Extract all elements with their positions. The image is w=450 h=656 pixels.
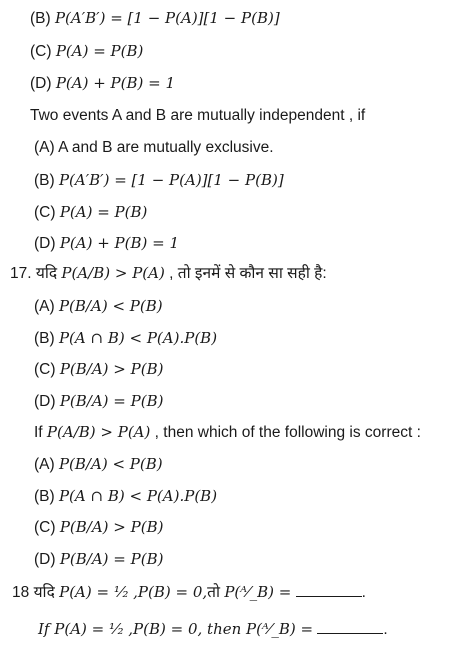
line-label: (A) A and B are mutually exclusive. — [34, 139, 274, 156]
line-math: P(B/A) = P(B) — [59, 550, 164, 568]
text-line — [34, 170, 284, 191]
q18-hi-mid: तो — [207, 584, 225, 601]
line-math: P(B/A) < P(B) — [58, 297, 163, 315]
text-line — [34, 296, 163, 317]
text-line — [34, 233, 179, 254]
line-label: (D) — [34, 235, 60, 252]
text-line — [34, 391, 163, 412]
line-label: (A) — [34, 298, 59, 315]
line-math: P(A′B′) = [1 − P(A)][1 − P(B)] — [58, 171, 284, 189]
line-math: P(A) + P(B) = 1 — [59, 234, 180, 252]
line-label: (B) — [30, 10, 55, 27]
q18-hi-end: . — [361, 584, 366, 601]
line-math: P(B/A) = P(B) — [59, 392, 164, 410]
q18-hindi — [12, 582, 366, 603]
line-label: (B) — [34, 488, 59, 505]
line-label: Two events A and B are mutually independent , if — [30, 107, 366, 124]
q17-hi-math: P(A/B) > P(A) — [61, 264, 165, 282]
q17-english — [34, 422, 421, 443]
text-line — [30, 8, 280, 29]
text-line — [34, 486, 217, 507]
text-line — [34, 328, 217, 349]
line-label: (C) — [34, 204, 60, 221]
q18-hi-pre: यदि — [33, 584, 60, 601]
q17-hi-pre: यदि — [35, 265, 62, 282]
q18-hi-math: P(A) = ¹⁄₂ ,P(B) = 0, — [59, 583, 208, 601]
q18-hi-math2: P(ᴬ⁄_B) = — [224, 583, 292, 601]
q18-en-math: If P(A) = ¹⁄₂ ,P(B) = 0, then P(ᴬ⁄_B) = — [38, 620, 314, 638]
text-line — [30, 73, 175, 94]
text-line — [34, 202, 147, 223]
line-math: P(B/A) > P(B) — [59, 360, 164, 378]
q17-hindi — [10, 263, 327, 284]
line-math: P(A′B′) = [1 − P(A)][1 − P(B)] — [54, 9, 280, 27]
line-label: (D) — [34, 551, 60, 568]
q18-en-end: . — [383, 621, 388, 638]
line-math: P(B/A) < P(B) — [58, 455, 163, 473]
line-label: (A) — [34, 456, 59, 473]
q17-en-pre: If — [34, 424, 47, 441]
answer-blank — [296, 584, 362, 597]
q17-en-post: , then which of the following is correct : — [150, 424, 421, 441]
q17-number: 17. — [10, 265, 36, 282]
text-line — [34, 454, 163, 475]
line-math: P(A) = P(B) — [55, 42, 144, 60]
line-label: (C) — [34, 361, 60, 378]
text-line — [30, 106, 365, 126]
line-math: P(A) + P(B) = 1 — [55, 74, 176, 92]
line-math: P(A ∩ B) < P(A).P(B) — [58, 329, 218, 347]
text-line — [34, 359, 163, 380]
line-label: (D) — [34, 393, 60, 410]
text-line — [34, 517, 163, 538]
line-math: P(B/A) > P(B) — [59, 518, 164, 536]
q18-number: 18 — [12, 584, 34, 601]
line-label: (B) — [34, 172, 59, 189]
line-label: (B) — [34, 330, 59, 347]
text-line — [34, 138, 274, 158]
line-math: P(A) = P(B) — [59, 203, 148, 221]
q18-english — [38, 619, 388, 640]
line-label: (D) — [30, 75, 56, 92]
q17-en-math: P(A/B) > P(A) — [46, 423, 151, 441]
text-line — [30, 41, 143, 62]
q17-hi-post: , तो इनमें से कौन सा सही है: — [164, 265, 327, 282]
answer-blank — [317, 621, 383, 634]
line-label: (C) — [30, 43, 56, 60]
line-label: (C) — [34, 519, 60, 536]
line-math: P(A ∩ B) < P(A).P(B) — [58, 487, 218, 505]
text-line — [34, 549, 163, 570]
